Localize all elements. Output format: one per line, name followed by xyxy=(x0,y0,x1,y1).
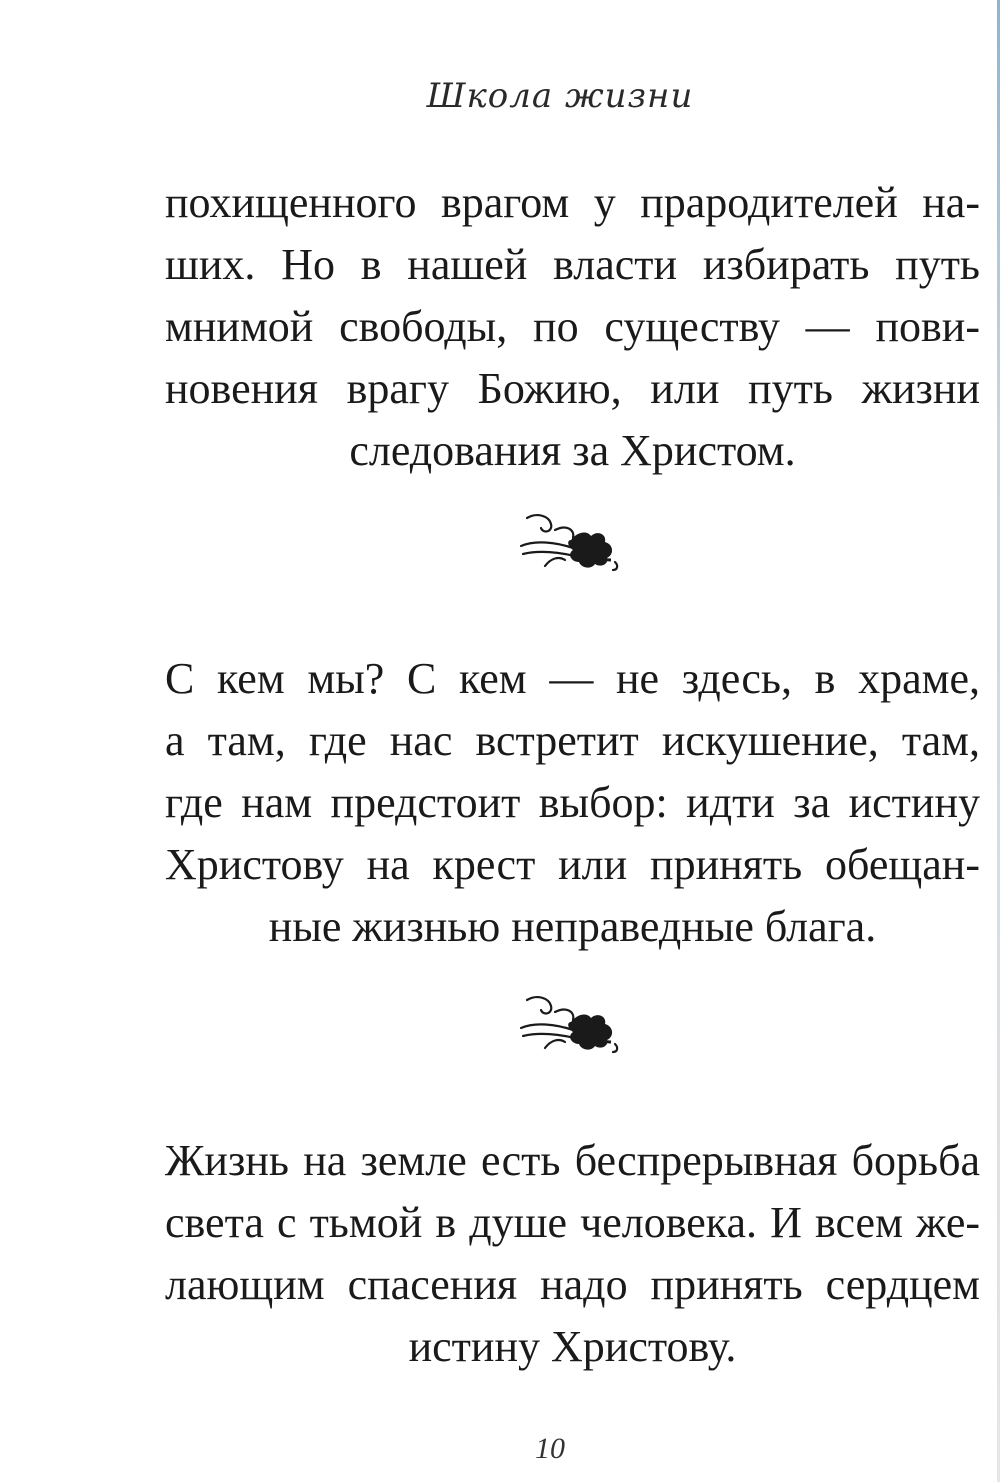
text-line: Жизнь на земле есть беспрерывная борьба xyxy=(165,1136,980,1185)
paragraph-1 xyxy=(165,172,980,482)
text-line: Христову на крест или принять обещан- xyxy=(165,840,980,889)
text-line: где нам предстоит выбор: идти за истину xyxy=(165,778,980,827)
text-line: новения врагу Божию, или путь жизни xyxy=(165,364,980,413)
text-line: похищенного врагом у прародителей на- xyxy=(165,178,980,227)
text-line: мнимой свободы, по существу — пови- xyxy=(165,302,980,351)
text-line: света с тьмой в душе человека. И всем же- xyxy=(165,1198,980,1247)
paragraph-3 xyxy=(165,1130,980,1378)
text-line: ные жизнью неправедные блага. xyxy=(268,902,877,951)
vine-leaf-ornament-icon xyxy=(515,510,625,572)
text-line: истину Христову. xyxy=(408,1322,737,1371)
page-number: 10 xyxy=(535,1432,565,1465)
paragraph-2 xyxy=(165,648,980,958)
running-head: Школа жизни xyxy=(426,76,694,116)
vine-leaf-ornament-icon xyxy=(515,992,625,1054)
text-line: следования за Христом. xyxy=(349,426,796,475)
text-line: лающим спасения надо принять сердцем xyxy=(165,1260,980,1309)
text-line: С кем мы? С кем — не здесь, в храме, xyxy=(165,654,980,703)
text-line: а там, где нас встретит искушение, там, xyxy=(165,716,980,765)
text-line: ших. Но в нашей власти избирать путь xyxy=(165,240,980,289)
